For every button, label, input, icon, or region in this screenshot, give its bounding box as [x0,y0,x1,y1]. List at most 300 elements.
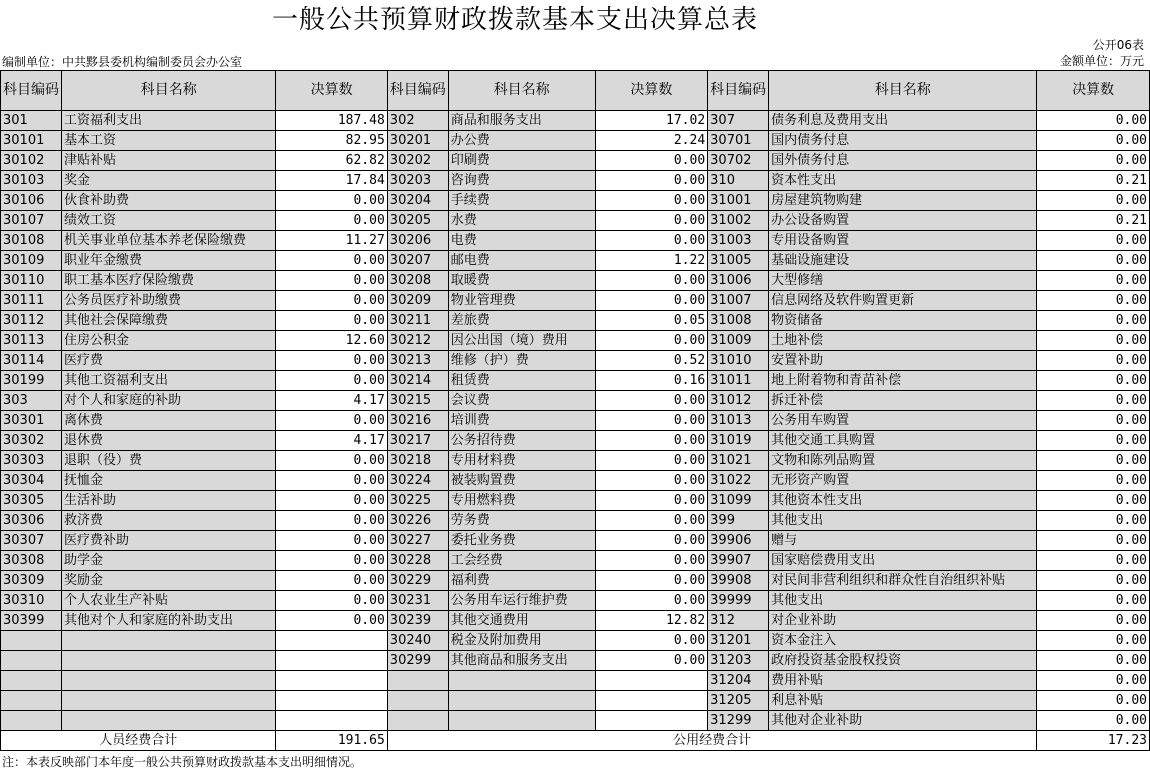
subject-code-cell: 30217 [387,431,448,451]
amount-cell: 0.00 [1037,291,1150,311]
subject-name-cell [448,711,595,731]
subject-name-cell: 地上附着物和青苗补偿 [769,371,1037,391]
subject-code-cell: 31099 [708,491,769,511]
amount-cell: 0.00 [1037,271,1150,291]
subject-code-cell: 31006 [708,271,769,291]
table-row [1,711,1150,731]
amount-cell: 0.00 [595,451,708,471]
table-row [1,531,1150,551]
subject-code-cell: 31012 [708,391,769,411]
subject-code-cell: 30209 [387,291,448,311]
amount-cell: 17.84 [276,171,387,191]
header-name-1: 科目名称 [62,71,276,111]
header-amount-1: 决算数 [276,71,387,111]
subject-code-cell: 39999 [708,591,769,611]
subject-code-cell: 30240 [387,631,448,651]
amount-cell: 0.00 [1037,711,1150,731]
subject-code-cell: 31003 [708,231,769,251]
subject-code-cell: 30228 [387,551,448,571]
compiling-unit: 编制单位：中共黟县委机构编制委员会办公室 [2,55,243,69]
amount-cell: 0.00 [276,291,387,311]
subject-name-cell: 商品和服务支出 [448,111,595,131]
subject-name-cell: 医疗费补助 [62,531,276,551]
subject-name-cell: 水费 [448,211,595,231]
amount-cell: 0.00 [276,451,387,471]
subject-code-cell: 30114 [1,351,62,371]
amount-cell: 0.00 [1037,611,1150,631]
amount-cell: 62.82 [276,151,387,171]
subject-code-cell: 30306 [1,511,62,531]
subject-code-cell: 30211 [387,311,448,331]
amount-cell: 1.22 [595,251,708,271]
subject-name-cell: 政府投资基金股权投资 [769,651,1037,671]
table-row [1,631,1150,651]
subject-code-cell: 30199 [1,371,62,391]
subject-name-cell [448,691,595,711]
amount-cell [595,691,708,711]
personnel-total-label: 人员经费合计 [1,731,276,751]
subject-code-cell: 31013 [708,411,769,431]
table-row [1,351,1150,371]
header-amount-3: 决算数 [1037,71,1150,111]
subject-name-cell: 办公设备购置 [769,211,1037,231]
subject-code-cell [1,691,62,711]
amount-cell: 0.00 [595,511,708,531]
subject-name-cell [62,691,276,711]
amount-cell: 0.00 [595,231,708,251]
amount-cell: 0.00 [1037,551,1150,571]
subject-code-cell: 30106 [1,191,62,211]
amount-cell: 0.00 [595,151,708,171]
amount-cell: 0.00 [276,211,387,231]
subject-name-cell [62,651,276,671]
amount-cell: 0.00 [276,551,387,571]
subject-code-cell: 30702 [708,151,769,171]
amount-cell: 0.00 [595,471,708,491]
subject-code-cell: 30214 [387,371,448,391]
subject-code-cell: 39907 [708,551,769,571]
subject-name-cell: 取暖费 [448,271,595,291]
amount-cell: 0.00 [276,591,387,611]
subject-code-cell: 30203 [387,171,448,191]
page-title: 一般公共预算财政拨款基本支出决算总表 [271,5,758,35]
subject-name-cell: 文物和陈列品购置 [769,451,1037,471]
table-row [1,611,1150,631]
amount-cell: 11.27 [276,231,387,251]
subject-code-cell: 310 [708,171,769,191]
header-code-2: 科目编码 [387,71,448,111]
subject-code-cell: 301 [1,111,62,131]
amount-cell: 0.00 [276,471,387,491]
amount-cell: 0.00 [1037,151,1150,171]
subject-name-cell: 其他对企业补助 [769,711,1037,731]
subject-name-cell: 伙食补助费 [62,191,276,211]
subject-code-cell: 307 [708,111,769,131]
subject-name-cell: 职工基本医疗保险缴费 [62,271,276,291]
subject-code-cell: 30227 [387,531,448,551]
amount-cell: 0.00 [1037,351,1150,371]
amount-cell: 0.00 [595,191,708,211]
subject-code-cell: 30305 [1,491,62,511]
amount-cell: 0.00 [1037,251,1150,271]
amount-cell: 187.48 [276,111,387,131]
subject-name-cell: 费用补贴 [769,671,1037,691]
amount-cell: 0.00 [1037,451,1150,471]
amount-cell: 0.00 [1037,131,1150,151]
subject-code-cell: 30205 [387,211,448,231]
subject-code-cell: 30103 [1,171,62,191]
subject-name-cell: 拆迁补偿 [769,391,1037,411]
subject-name-cell: 公务用车购置 [769,411,1037,431]
amount-cell: 0.00 [1037,471,1150,491]
subject-code-cell: 31009 [708,331,769,351]
subject-code-cell: 30201 [387,131,448,151]
subject-name-cell [62,631,276,651]
subject-name-cell: 工会经费 [448,551,595,571]
subject-code-cell: 31001 [708,191,769,211]
amount-cell: 0.00 [1037,591,1150,611]
subject-name-cell: 基本工资 [62,131,276,151]
table-row [1,131,1150,151]
subject-code-cell: 30224 [387,471,448,491]
subject-name-cell: 其他对个人和家庭的补助支出 [62,611,276,631]
subject-name-cell: 其他工资福利支出 [62,371,276,391]
subject-name-cell: 其他商品和服务支出 [448,651,595,671]
amount-cell: 0.00 [1037,491,1150,511]
table-row [1,371,1150,391]
subject-name-cell: 因公出国（境）费用 [448,331,595,351]
amount-cell: 0.00 [276,271,387,291]
amount-cell: 0.00 [1037,391,1150,411]
subject-name-cell: 专用材料费 [448,451,595,471]
amount-cell: 0.00 [1037,311,1150,331]
table-row [1,591,1150,611]
subject-name-cell: 工资福利支出 [62,111,276,131]
amount-cell: 0.00 [276,371,387,391]
header-amount-2: 决算数 [595,71,708,111]
amount-cell: 0.00 [276,251,387,271]
footnote: 注：本表反映部门本年度一般公共预算财政拨款基本支出明细情况。 [2,755,363,769]
subject-name-cell: 咨询费 [448,171,595,191]
subject-code-cell: 31205 [708,691,769,711]
subject-name-cell: 福利费 [448,571,595,591]
amount-cell: 0.00 [1037,511,1150,531]
subject-name-cell: 邮电费 [448,251,595,271]
subject-name-cell: 被装购置费 [448,471,595,491]
amount-cell: 0.00 [595,491,708,511]
amount-cell: 12.82 [595,611,708,631]
subject-name-cell: 个人农业生产补贴 [62,591,276,611]
subject-code-cell: 30110 [1,271,62,291]
subject-code-cell: 31010 [708,351,769,371]
subject-name-cell: 债务利息及费用支出 [769,111,1037,131]
subject-name-cell: 办公费 [448,131,595,151]
table-row [1,691,1150,711]
subject-name-cell [62,711,276,731]
subject-code-cell: 30239 [387,611,448,631]
table-row [1,651,1150,671]
table-row [1,151,1150,171]
subject-name-cell: 土地补偿 [769,331,1037,351]
amount-cell: 0.00 [276,491,387,511]
amount-cell: 0.00 [276,571,387,591]
table-row [1,171,1150,191]
subject-name-cell: 物资储备 [769,311,1037,331]
amount-cell: 0.00 [595,651,708,671]
table-row [1,411,1150,431]
table-row [1,191,1150,211]
amount-cell [276,691,387,711]
subject-code-cell [1,631,62,651]
subject-name-cell: 公务招待费 [448,431,595,451]
subject-name-cell: 其他支出 [769,591,1037,611]
public-total-label: 公用经费合计 [387,731,1037,751]
amount-cell: 0.00 [276,351,387,371]
subject-code-cell [387,671,448,691]
amount-cell: 0.00 [1037,671,1150,691]
amount-cell: 0.00 [595,171,708,191]
subject-name-cell: 电费 [448,231,595,251]
subject-code-cell: 31011 [708,371,769,391]
table-row [1,211,1150,231]
amount-cell: 0.00 [595,391,708,411]
subject-code-cell: 30215 [387,391,448,411]
amount-cell: 12.60 [276,331,387,351]
amount-cell: 0.00 [276,411,387,431]
subject-name-cell: 安置补助 [769,351,1037,371]
amount-cell: 0.00 [595,431,708,451]
table-row [1,491,1150,511]
subject-code-cell: 30112 [1,311,62,331]
subject-name-cell: 利息补贴 [769,691,1037,711]
header-name-2: 科目名称 [448,71,595,111]
subject-code-cell: 31203 [708,651,769,671]
form-code: 公开06表 [1092,38,1144,52]
subject-code-cell: 30399 [1,611,62,631]
amount-cell [276,651,387,671]
subject-name-cell: 奖励金 [62,571,276,591]
amount-cell: 0.00 [1037,691,1150,711]
amount-cell: 0.00 [1037,231,1150,251]
amount-cell: 0.00 [595,531,708,551]
table-row [1,231,1150,251]
subject-code-cell: 31299 [708,711,769,731]
subject-code-cell: 31021 [708,451,769,471]
subject-code-cell: 31022 [708,471,769,491]
subject-name-cell: 国家赔偿费用支出 [769,551,1037,571]
subject-code-cell: 30301 [1,411,62,431]
subject-name-cell: 印刷费 [448,151,595,171]
amount-cell: 0.00 [1037,411,1150,431]
amount-cell: 2.24 [595,131,708,151]
table-row [1,291,1150,311]
amount-cell: 0.00 [1037,651,1150,671]
subject-name-cell: 信息网络及软件购置更新 [769,291,1037,311]
subject-name-cell: 退职（役）费 [62,451,276,471]
subject-name-cell: 退休费 [62,431,276,451]
subject-name-cell: 委托业务费 [448,531,595,551]
amount-cell: 0.00 [595,591,708,611]
amount-cell: 4.17 [276,431,387,451]
amount-cell: 4.17 [276,391,387,411]
table-row [1,311,1150,331]
table-row [1,251,1150,271]
amount-cell: 82.95 [276,131,387,151]
subject-code-cell: 30302 [1,431,62,451]
subject-name-cell: 劳务费 [448,511,595,531]
subject-code-cell: 30102 [1,151,62,171]
table-row [1,471,1150,491]
subject-name-cell: 其他社会保障缴费 [62,311,276,331]
subject-name-cell [448,671,595,691]
table-row [1,431,1150,451]
subject-name-cell: 大型修缮 [769,271,1037,291]
table-row [1,271,1150,291]
header-code-1: 科目编码 [1,71,62,111]
subject-name-cell: 职业年金缴费 [62,251,276,271]
amount-cell: 0.00 [595,291,708,311]
subject-code-cell: 30111 [1,291,62,311]
subject-code-cell: 30225 [387,491,448,511]
personnel-total-value: 191.65 [276,731,387,751]
subject-code-cell [387,711,448,731]
amount-cell: 17.02 [595,111,708,131]
table-row [1,331,1150,351]
subject-code-cell: 31204 [708,671,769,691]
totals-row [1,731,1150,751]
subject-name-cell: 对企业补助 [769,611,1037,631]
amount-cell: 0.00 [1037,431,1150,451]
subject-name-cell: 津贴补贴 [62,151,276,171]
amount-cell: 0.00 [595,551,708,571]
amount-cell: 0.00 [1037,631,1150,651]
subject-code-cell: 30212 [387,331,448,351]
subject-name-cell: 住房公积金 [62,331,276,351]
subject-name-cell: 差旅费 [448,311,595,331]
amount-cell: 0.00 [1037,331,1150,351]
subject-name-cell [62,671,276,691]
subject-code-cell: 303 [1,391,62,411]
subject-code-cell: 30304 [1,471,62,491]
amount-cell: 0.00 [595,571,708,591]
subject-name-cell: 专用设备购置 [769,231,1037,251]
subject-name-cell: 无形资产购置 [769,471,1037,491]
subject-code-cell: 302 [387,111,448,131]
amount-cell: 0.00 [276,531,387,551]
amount-cell [276,631,387,651]
subject-name-cell: 其他交通费用 [448,611,595,631]
subject-name-cell: 公务员医疗补助缴费 [62,291,276,311]
subject-code-cell [1,651,62,671]
subject-code-cell: 30109 [1,251,62,271]
amount-cell: 0.05 [595,311,708,331]
subject-code-cell: 30229 [387,571,448,591]
table-row [1,551,1150,571]
amount-cell: 0.00 [595,271,708,291]
subject-code-cell: 30309 [1,571,62,591]
subject-code-cell: 30207 [387,251,448,271]
header-name-3: 科目名称 [769,71,1037,111]
subject-name-cell: 绩效工资 [62,211,276,231]
table-row [1,511,1150,531]
subject-name-cell: 其他交通工具购置 [769,431,1037,451]
subject-code-cell: 31007 [708,291,769,311]
subject-name-cell: 公务用车运行维护费 [448,591,595,611]
subject-code-cell: 30107 [1,211,62,231]
subject-code-cell: 30701 [708,131,769,151]
subject-code-cell: 30216 [387,411,448,431]
subject-name-cell: 手续费 [448,191,595,211]
subject-code-cell: 30206 [387,231,448,251]
subject-code-cell: 31201 [708,631,769,651]
amount-cell: 0.00 [276,191,387,211]
subject-name-cell: 其他资本性支出 [769,491,1037,511]
subject-code-cell: 30226 [387,511,448,531]
amount-cell: 0.00 [1037,571,1150,591]
subject-code-cell: 30308 [1,551,62,571]
amount-cell: 0.00 [276,511,387,531]
amount-cell: 0.21 [1037,171,1150,191]
subject-code-cell [1,671,62,691]
subject-name-cell: 对个人和家庭的补助 [62,391,276,411]
subject-code-cell: 30204 [387,191,448,211]
subject-code-cell: 30202 [387,151,448,171]
amount-cell: 0.00 [1037,191,1150,211]
subject-code-cell: 30108 [1,231,62,251]
table-row [1,571,1150,591]
subject-code-cell: 30101 [1,131,62,151]
table-row [1,451,1150,471]
subject-name-cell: 离休费 [62,411,276,431]
subject-code-cell: 30213 [387,351,448,371]
amount-cell: 0.52 [595,351,708,371]
subject-code-cell: 399 [708,511,769,531]
subject-name-cell: 生活补助 [62,491,276,511]
subject-code-cell [1,711,62,731]
expenditure-table [0,70,1150,751]
subject-name-cell: 税金及附加费用 [448,631,595,651]
subject-name-cell: 抚恤金 [62,471,276,491]
amount-cell: 0.00 [1037,111,1150,131]
amount-cell: 0.00 [276,611,387,631]
table-header-row [1,71,1150,111]
subject-name-cell: 救济费 [62,511,276,531]
public-total-value: 17.23 [1037,731,1150,751]
subject-code-cell: 39908 [708,571,769,591]
subject-name-cell: 基础设施建设 [769,251,1037,271]
amount-cell: 0.16 [595,371,708,391]
subject-name-cell: 国内债务付息 [769,131,1037,151]
subject-name-cell: 其他支出 [769,511,1037,531]
subject-name-cell: 物业管理费 [448,291,595,311]
subject-name-cell: 专用燃料费 [448,491,595,511]
subject-name-cell: 资本性支出 [769,171,1037,191]
amount-cell: 0.00 [1037,371,1150,391]
subject-code-cell: 30218 [387,451,448,471]
amount-cell: 0.21 [1037,211,1150,231]
subject-name-cell: 房屋建筑物购建 [769,191,1037,211]
subject-code-cell: 31005 [708,251,769,271]
subject-code-cell: 31019 [708,431,769,451]
subject-name-cell: 医疗费 [62,351,276,371]
subject-name-cell: 助学金 [62,551,276,571]
subject-name-cell: 赠与 [769,531,1037,551]
subject-code-cell: 31008 [708,311,769,331]
subject-code-cell: 39906 [708,531,769,551]
subject-name-cell: 对民间非营利组织和群众性自治组织补贴 [769,571,1037,591]
subject-name-cell: 维修（护）费 [448,351,595,371]
amount-cell [595,671,708,691]
